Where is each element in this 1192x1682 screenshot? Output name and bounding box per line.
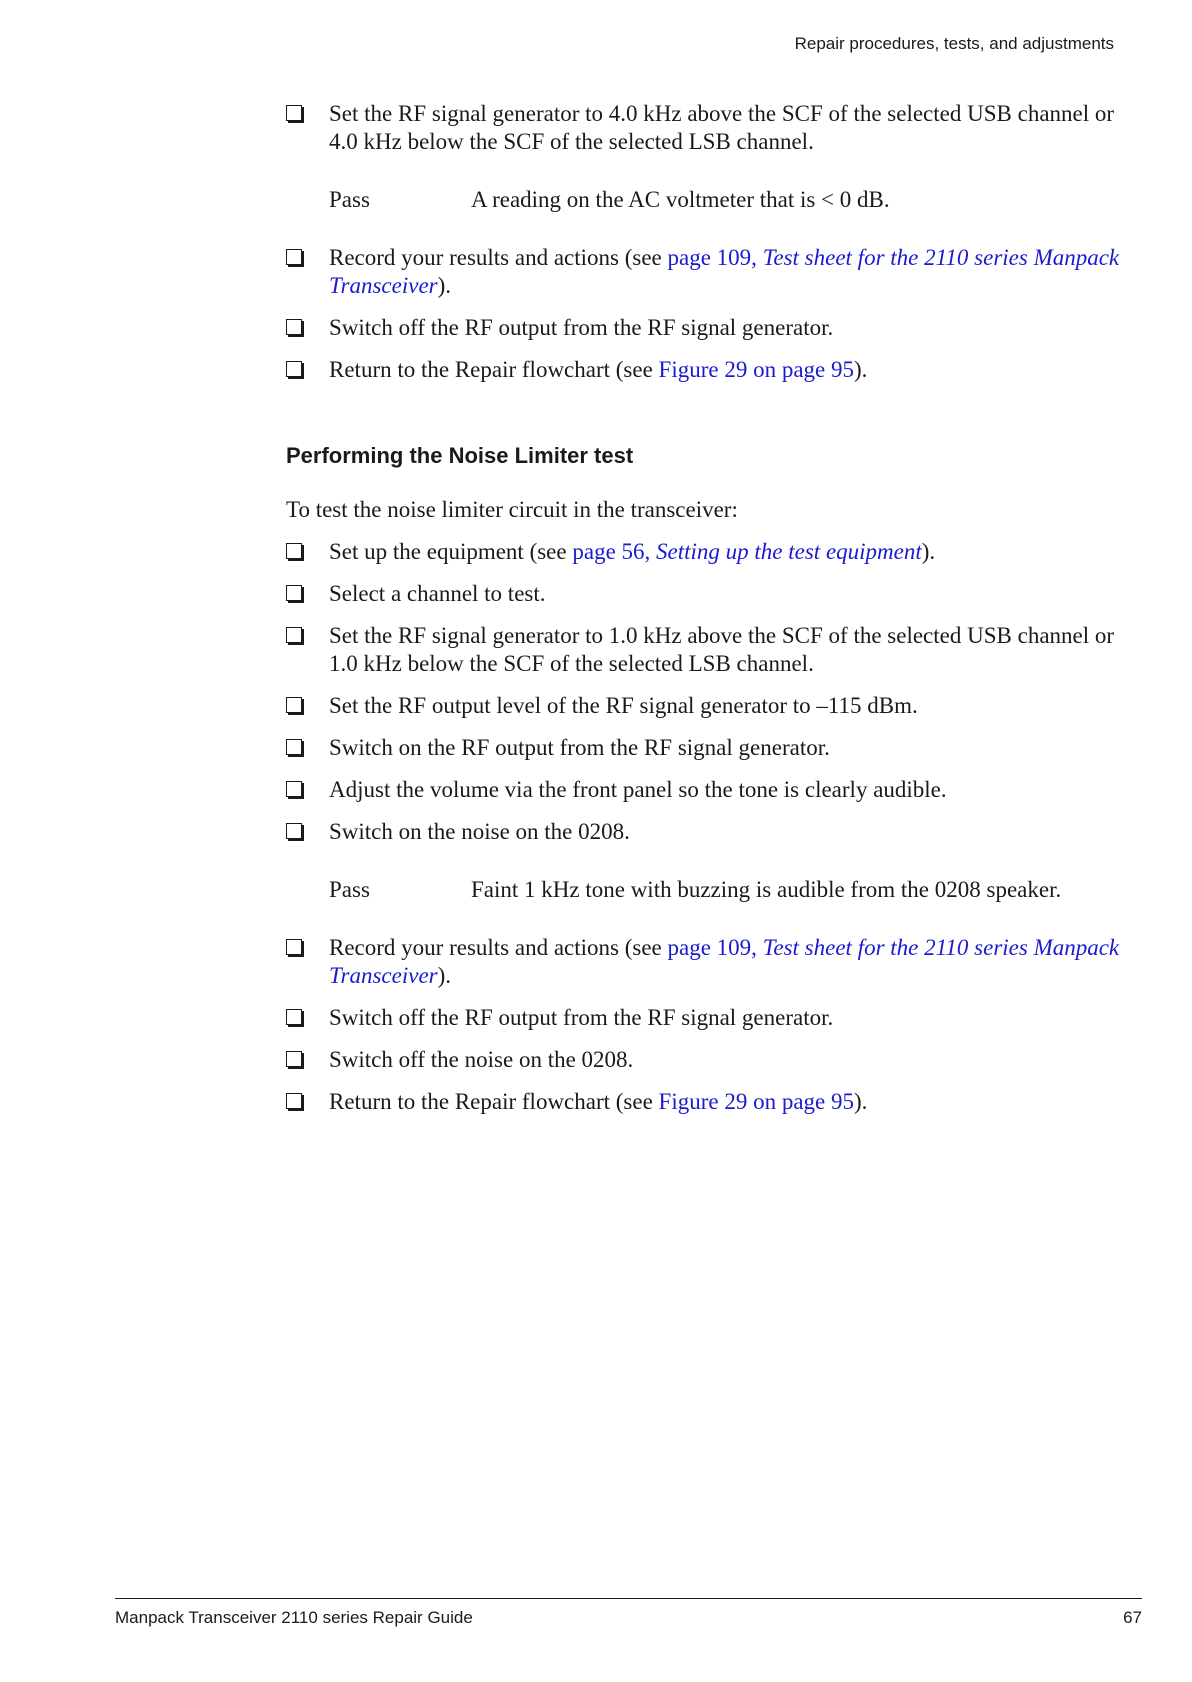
pass-criteria bbox=[329, 186, 1136, 214]
checklist-item bbox=[286, 934, 1136, 990]
step-text: Adjust the volume via the front panel so the tone is clearly audible. bbox=[329, 777, 947, 802]
checklist-item bbox=[286, 580, 1136, 608]
checklist-item bbox=[286, 818, 1136, 846]
checkbox-icon[interactable] bbox=[286, 1093, 302, 1109]
step-text-end: ). bbox=[437, 273, 452, 298]
checklist-item bbox=[286, 538, 1136, 566]
checklist-item bbox=[286, 100, 1136, 156]
step-text-end: ). bbox=[854, 1089, 868, 1114]
checkbox-icon[interactable] bbox=[286, 1009, 302, 1025]
checklist-item bbox=[286, 776, 1136, 804]
checkbox-icon[interactable] bbox=[286, 627, 302, 643]
step-text: Set up the equipment (see bbox=[329, 539, 573, 564]
link-page: page 109, bbox=[667, 935, 763, 960]
link-page: page 56, bbox=[572, 539, 657, 564]
link-page: page 109, bbox=[667, 245, 763, 270]
link-title: Test sheet for the 2110 series Manpack Transceiver bbox=[329, 935, 1120, 988]
checkbox-icon[interactable] bbox=[286, 939, 302, 955]
pass-text: Faint 1 kHz tone with buzzing is audible from the 0208 speaker. bbox=[471, 877, 1062, 902]
cross-reference-link[interactable] bbox=[572, 539, 921, 564]
pass-label: Pass bbox=[329, 187, 370, 212]
figure-link[interactable]: Figure 29 on page 95 bbox=[658, 1089, 855, 1114]
step-text: Switch off the RF output from the RF signal generator. bbox=[329, 1005, 834, 1030]
checklist-item bbox=[286, 1046, 1136, 1074]
checklist-item bbox=[286, 622, 1136, 678]
step-text: Set the RF output level of the RF signal generator to –115 dBm. bbox=[329, 693, 918, 718]
step-text: Switch off the noise on the 0208. bbox=[329, 1047, 634, 1072]
step-text-end: ). bbox=[437, 963, 452, 988]
step-text: Record your results and actions (see bbox=[329, 935, 668, 960]
checkbox-icon[interactable] bbox=[286, 105, 302, 121]
checklist-item bbox=[286, 1088, 1136, 1116]
section-heading: Performing the Noise Limiter test bbox=[286, 443, 634, 468]
checklist-item bbox=[286, 314, 1136, 342]
link-title: Setting up the test equipment bbox=[656, 539, 922, 564]
checklist-item bbox=[286, 244, 1136, 300]
step-text: Set the RF signal generator to 4.0 kHz above the SCF of the selected USB channel or 4.0 kHz below the SCF of the selected LSB channel. bbox=[329, 101, 1115, 154]
step-text-end: ). bbox=[854, 357, 868, 382]
step-text: Record your results and actions (see bbox=[329, 245, 668, 270]
step-text: Return to the Repair flowchart (see bbox=[329, 357, 659, 382]
running-header: Repair procedures, tests, and adjustments bbox=[794, 34, 1114, 53]
footer-guide-title: Manpack Transceiver 2110 series Repair Guide bbox=[115, 1608, 473, 1627]
checklist-item bbox=[286, 356, 1136, 384]
checkbox-icon[interactable] bbox=[286, 1051, 302, 1067]
step-text: Return to the Repair flowchart (see bbox=[329, 1089, 659, 1114]
checkbox-icon[interactable] bbox=[286, 249, 302, 265]
checkbox-icon[interactable] bbox=[286, 697, 302, 713]
footer-divider bbox=[115, 1598, 1142, 1599]
checklist-item bbox=[286, 1004, 1136, 1032]
checkbox-icon[interactable] bbox=[286, 823, 302, 839]
checkbox-icon[interactable] bbox=[286, 543, 302, 559]
step-text: Switch off the RF output from the RF signal generator. bbox=[329, 315, 834, 340]
checkbox-icon[interactable] bbox=[286, 585, 302, 601]
checkbox-icon[interactable] bbox=[286, 739, 302, 755]
pass-criteria bbox=[329, 876, 1136, 904]
step-text: Set the RF signal generator to 1.0 kHz above the SCF of the selected USB channel or 1.0 kHz below the SCF of the selected LSB channel. bbox=[329, 623, 1115, 676]
step-text: Switch on the noise on the 0208. bbox=[329, 819, 630, 844]
step-text: Select a channel to test. bbox=[329, 581, 546, 606]
pass-text: A reading on the AC voltmeter that is < 0 dB. bbox=[471, 187, 890, 212]
page-content bbox=[286, 100, 1136, 1130]
page-number: 67 bbox=[1123, 1608, 1142, 1627]
link-title: Test sheet for the 2110 series Manpack Transceiver bbox=[329, 245, 1120, 298]
checkbox-icon[interactable] bbox=[286, 319, 302, 335]
checkbox-icon[interactable] bbox=[286, 781, 302, 797]
intro-text: To test the noise limiter circuit in the transceiver: bbox=[286, 497, 738, 522]
checklist-item bbox=[286, 692, 1136, 720]
step-text-end: ). bbox=[921, 539, 936, 564]
checkbox-icon[interactable] bbox=[286, 361, 302, 377]
checklist-item bbox=[286, 734, 1136, 762]
pass-label: Pass bbox=[329, 877, 370, 902]
step-text: Switch on the RF output from the RF signal generator. bbox=[329, 735, 830, 760]
figure-link[interactable]: Figure 29 on page 95 bbox=[658, 357, 855, 382]
